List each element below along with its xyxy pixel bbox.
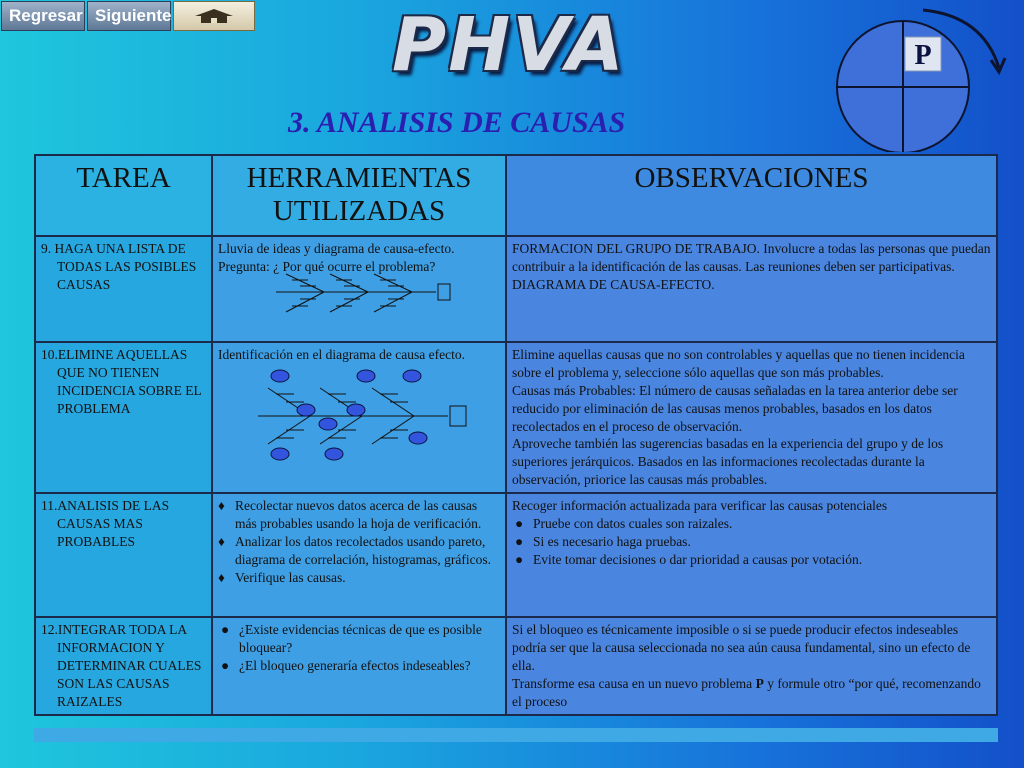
fishbone-diagram	[266, 270, 476, 320]
observation-text: FORMACION DEL GRUPO DE TRABAJO. Involucre a todas las personas que puedan contribuir a la identificación de las causas. Las reuniones deben ser participativas.	[512, 240, 991, 274]
table-row	[35, 342, 997, 494]
observation-text: Si el bloqueo es técnicamente imposible o si se puede producir efectos indeseables podría ser que la causa seleccionada no sea aún causa fundamental, sino un efecto de ella.	[512, 622, 971, 674]
dot-bullet-icon: ●	[221, 658, 230, 674]
back-button[interactable]	[1, 1, 85, 31]
observation-text: Elimine aquellas causas que no son controlables y aquellas que no tienen incidencia sobre el problema y, seleccione sólo aquellas que son más probables.	[512, 346, 965, 380]
nav-bar	[1, 1, 255, 31]
next-button[interactable]	[87, 1, 171, 31]
observation-text: Causas más Probables: El número de causas señaladas en la tarea anterior debe ser reducido por eliminación de las causas menos probables, basados en los datos recolectados en el proceso de observación.	[512, 382, 958, 434]
home-button[interactable]	[173, 1, 255, 31]
header-observaciones: OBSERVACIONES	[506, 155, 997, 236]
table-row	[35, 236, 997, 342]
tool-text: ¿Existe evidencias técnicas de que es posible bloquear?	[239, 622, 482, 656]
observation-text-bold: P	[755, 676, 764, 692]
phva-cycle-icon	[833, 2, 1023, 152]
task-cell: 10.ELIMINE AQUELLAS QUE NO TIENEN INCIDENCIA SOBRE EL PROBLEMA	[41, 346, 202, 416]
tool-text: Lluvia de ideas y diagrama de causa-efecto.	[218, 240, 455, 256]
dot-bullet-icon: ●	[515, 534, 524, 550]
list-item	[218, 657, 500, 675]
footer-bar	[34, 728, 998, 742]
observation-text: Pruebe con datos cuales son raizales.	[533, 516, 733, 532]
diamond-bullet-icon: ♦	[218, 498, 225, 514]
observation-text	[512, 675, 991, 711]
cycle-letter: P	[914, 40, 932, 71]
task-cell: 12.INTEGRAR TODA LA INFORMACION Y DETERMINAR CUALES SON LAS CAUSAS RAIZALES	[41, 622, 202, 710]
observation-text: Evite tomar decisiones o dar prioridad a causas por votación.	[533, 552, 863, 568]
phva-logo: PHVA	[392, 2, 626, 88]
task-cell: 9. HAGA UNA LISTA DE TODAS LAS POSIBLES CAUSAS	[41, 240, 197, 292]
diamond-bullet-icon: ♦	[218, 570, 225, 586]
task-cell: 11.ANALISIS DE LAS CAUSAS MAS PROBABLES	[41, 498, 170, 550]
analysis-table	[34, 154, 998, 716]
list-item	[218, 497, 500, 533]
list-item	[512, 515, 991, 533]
observation-text-part: , recomenzando el proceso	[512, 676, 981, 710]
tool-text: Verifique las causas.	[235, 570, 346, 586]
header-herramientas: HERRAMIENTAS UTILIZADAS	[212, 155, 506, 236]
tool-text: ¿El bloqueo generaría efectos indeseables?	[239, 658, 471, 674]
tool-text: Pregunta: ¿ Por qué ocurre el problema?	[218, 258, 436, 274]
observation-text: Si es necesario haga pruebas.	[533, 534, 691, 550]
tool-text: Identificación en el diagrama de causa efecto.	[218, 346, 465, 362]
back-label: Regresar	[9, 6, 83, 25]
tool-text: Analizar los datos recolectados usando pareto, diagrama de correlación, histogramas, gráficos.	[235, 534, 492, 568]
list-item	[218, 533, 500, 569]
list-item	[218, 621, 500, 657]
dot-bullet-icon: ●	[515, 552, 524, 568]
observation-text: DIAGRAMA DE CAUSA-EFECTO.	[512, 276, 715, 292]
observation-text-part: y formule otro “por qué	[763, 676, 896, 692]
page-subtitle: 3. ANALISIS DE CAUSAS	[288, 106, 626, 139]
dot-bullet-icon: ●	[515, 516, 524, 532]
observation-text-part: Transforme esa causa en un nuevo problema	[512, 676, 756, 692]
list-item	[512, 533, 991, 551]
tool-text: Recolectar nuevos datos acerca de las causas más probables usando la hoja de verificación.	[235, 498, 482, 532]
table-row	[35, 493, 997, 617]
table-row	[35, 617, 997, 715]
home-icon	[191, 6, 237, 26]
list-item	[512, 551, 991, 569]
next-label: Siguiente	[95, 6, 172, 25]
observation-text: Aproveche también las sugerencias basadas en la experiencia del grupo y de los superiores jerárquicos. Basados en las informaciones recolectadas durante la observación, priorice las causas más probables.	[512, 436, 944, 488]
fishbone-diagram-highlighted	[238, 368, 478, 468]
dot-bullet-icon: ●	[221, 622, 230, 638]
list-item	[218, 569, 500, 587]
table-header-row	[35, 155, 997, 236]
observation-text: Recoger información actualizada para verificar las causas potenciales	[512, 498, 888, 514]
diamond-bullet-icon: ♦	[218, 534, 225, 550]
header-tarea: TAREA	[35, 155, 212, 236]
